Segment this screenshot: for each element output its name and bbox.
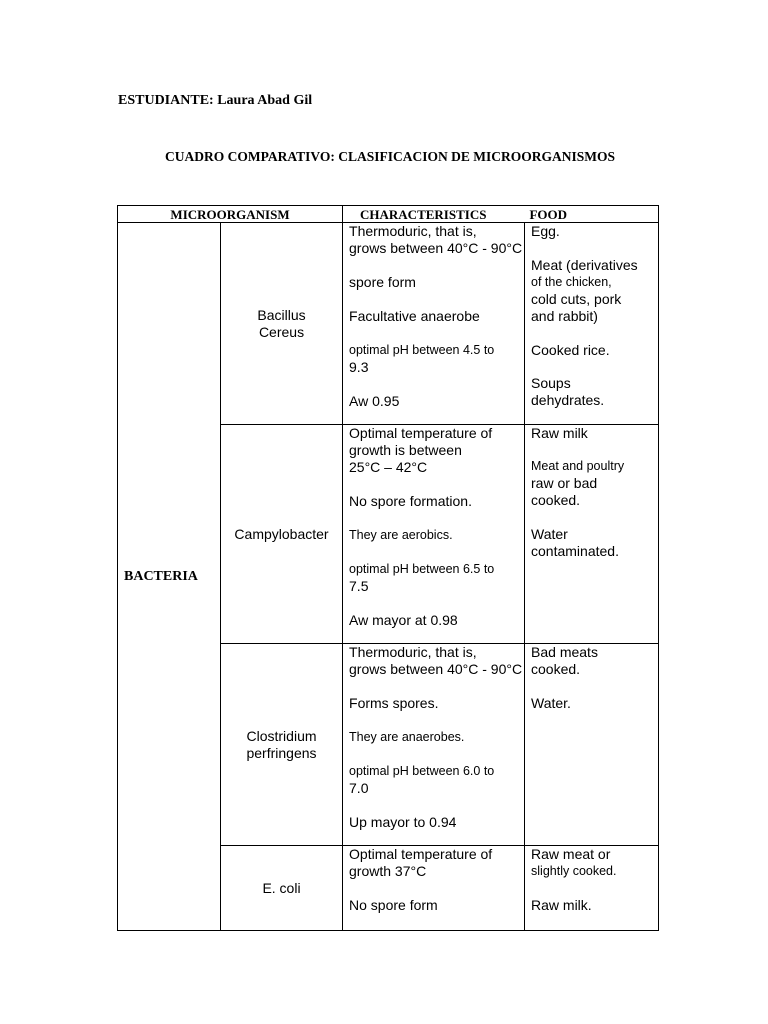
- food-line: and rabbit): [531, 308, 598, 324]
- header-characteristics-food: [343, 206, 659, 223]
- food-line: cooked.: [531, 661, 581, 677]
- char-line: No spore formation.: [349, 493, 472, 509]
- characteristics-cell: [343, 644, 525, 846]
- char-line: Aw mayor at 0.98: [349, 612, 458, 628]
- food-line: Raw milk: [531, 425, 588, 441]
- food-line: Raw milk.: [531, 897, 592, 913]
- food-line: raw or bad: [531, 475, 598, 491]
- food-line: Raw meat or: [531, 846, 611, 862]
- organism-name-line: Cereus: [258, 323, 305, 340]
- organism-name-line: perfringens: [246, 744, 317, 761]
- char-line: Thermoduric, that is,: [349, 223, 477, 239]
- header-characteristics: CHARACTERISTICS: [360, 206, 487, 222]
- char-line: Aw 0.95: [349, 393, 400, 409]
- char-line: growth is between: [349, 442, 462, 458]
- char-line: optimal pH between 4.5 to: [349, 343, 495, 357]
- food-line: Meat and poultry: [531, 459, 625, 473]
- characteristics-cell: [343, 846, 525, 931]
- food-line: of the chicken,: [531, 275, 612, 289]
- organism-name: [221, 425, 343, 644]
- char-line: Facultative anaerobe: [349, 308, 480, 324]
- char-line: Optimal temperature of: [349, 425, 493, 441]
- char-line: 7.0: [349, 780, 369, 796]
- char-line: grows between 40°C - 90°C: [349, 661, 523, 677]
- food-cell: [525, 644, 659, 846]
- organism-name-line: Clostridium: [246, 727, 317, 744]
- food-line: cooked.: [531, 492, 581, 508]
- category-bacteria: BACTERIA: [118, 223, 221, 931]
- food-cell: [525, 425, 659, 644]
- organism-name-line: Campylobacter: [234, 525, 329, 542]
- organism-name: [221, 846, 343, 931]
- food-line: Cooked rice.: [531, 342, 610, 358]
- student-name: ESTUDIANTE: Laura Abad Gil: [118, 93, 313, 108]
- organism-name: [221, 223, 343, 425]
- food-line: Meat (derivatives: [531, 257, 638, 273]
- characteristics-cell: [343, 223, 525, 425]
- char-line: grows between 40°C - 90°C: [349, 240, 523, 256]
- char-line: They are anaerobes.: [349, 730, 465, 744]
- char-line: optimal pH between 6.5 to: [349, 562, 495, 576]
- header-food: FOOD: [529, 206, 567, 222]
- char-line: They are aerobics.: [349, 528, 453, 542]
- char-line: growth 37°C: [349, 863, 427, 879]
- char-line: 25°C – 42°C: [349, 459, 428, 475]
- char-line: Forms spores.: [349, 695, 439, 711]
- food-line: Bad meats: [531, 644, 598, 660]
- char-line: spore form: [349, 274, 416, 290]
- char-line: 7.5: [349, 578, 369, 594]
- organism-name-line: E. coli: [262, 879, 301, 896]
- food-line: slightly cooked.: [531, 864, 617, 878]
- food-line: Water.: [531, 695, 571, 711]
- char-line: optimal pH between 6.0 to: [349, 764, 495, 778]
- food-cell: [525, 846, 659, 931]
- food-line: Water: [531, 526, 568, 542]
- food-line: cold cuts, pork: [531, 291, 622, 307]
- characteristics-cell: [343, 425, 525, 644]
- table-row: [118, 223, 659, 425]
- table-header-row: [118, 206, 659, 223]
- header-microorganism: MICROORGANISM: [118, 206, 343, 223]
- organism-name-line: Bacillus: [257, 306, 306, 323]
- food-line: Egg.: [531, 223, 560, 239]
- comparison-table: [117, 205, 659, 931]
- char-line: Optimal temperature of: [349, 846, 493, 862]
- char-line: Up mayor to 0.94: [349, 814, 457, 830]
- document-title: CUADRO COMPARATIVO: CLASIFICACION DE MICROORGANISMOS: [165, 149, 615, 164]
- char-line: No spore form: [349, 897, 438, 913]
- food-line: contaminated.: [531, 543, 619, 559]
- food-line: dehydrates.: [531, 392, 605, 408]
- char-line: Thermoduric, that is,: [349, 644, 477, 660]
- food-line: Soups: [531, 375, 571, 391]
- organism-name: [221, 644, 343, 846]
- char-line: 9.3: [349, 359, 369, 375]
- food-cell: [525, 223, 659, 425]
